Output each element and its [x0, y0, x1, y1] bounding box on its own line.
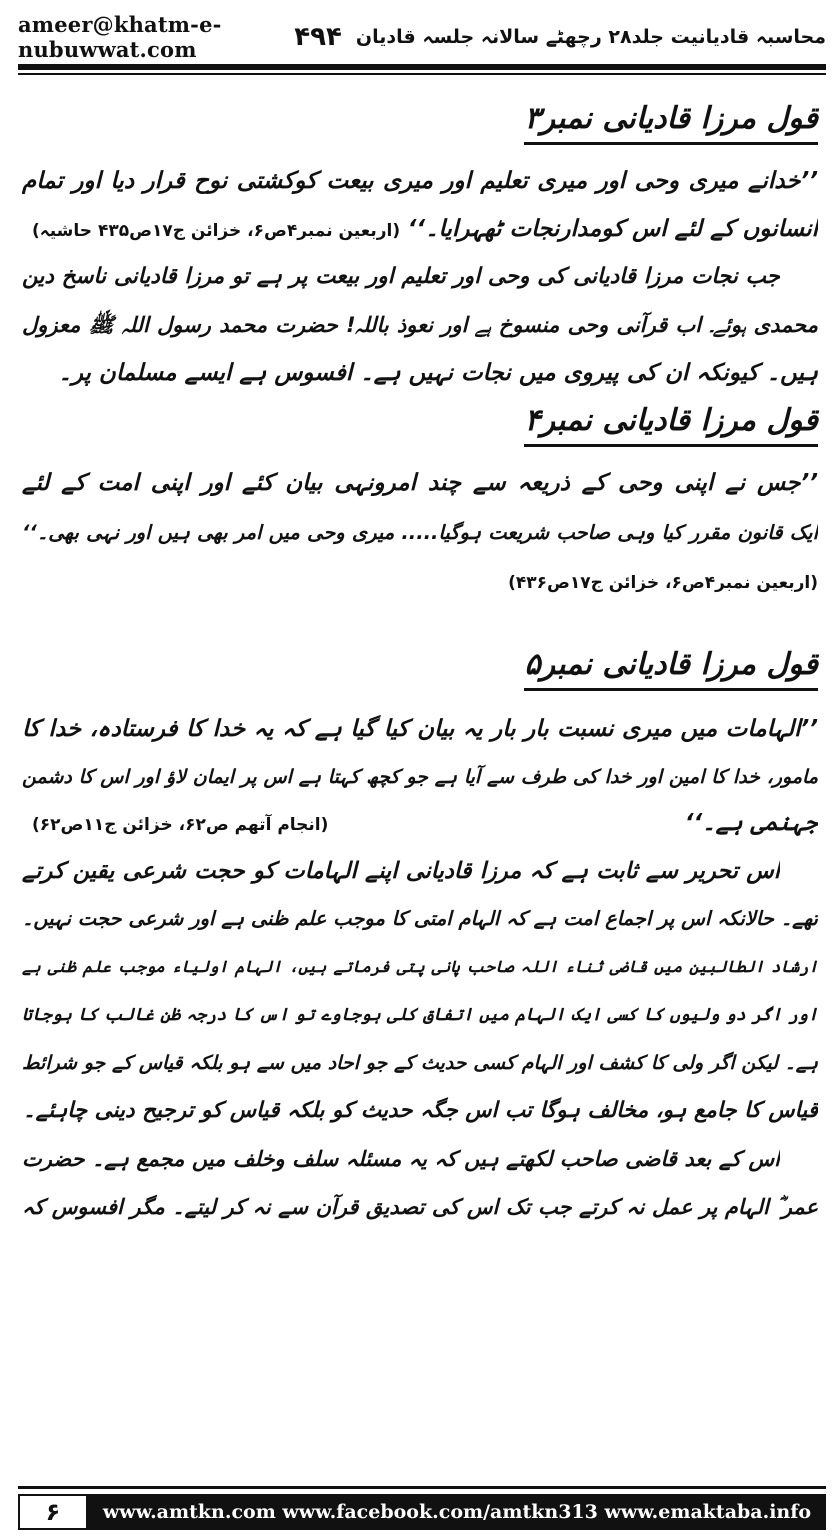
header-page-number: ۴۹۴: [294, 22, 342, 52]
quote-line: مامور، خدا کا امین اور خدا کی طرف سے آیا ہے جو کچھ کہتا ہے اس پر ایمان لاؤ اور اس کا دشمن: [22, 766, 818, 788]
page-header: [18, 12, 826, 62]
quote-line: انسانوں کے لئے اس کومدارنجات ٹھہرایا۔‘‘: [407, 216, 818, 242]
reference-citation: (انجام آتھم ص۶۲، خزائن ج۱۱ص۶۲): [32, 815, 329, 835]
section-heading-4: قول مرزا قادیانی نمبر۴: [524, 400, 818, 447]
quote-line: ’’الہامات میں میری نسبت بار بار یہ بیان کیا گیا ہے کہ یہ خدا کا فرستادہ، خدا کا: [22, 716, 818, 742]
header-rule-thick: [18, 64, 826, 70]
reference-citation: (اربعین نمبر۴ص۶، خزائن ج۱۷ص۴۳۶): [508, 573, 818, 593]
header-rule-thin: [18, 73, 826, 75]
quote-line: ’’خدانے میری وحی اور میری تعلیم اور میری بیعت کوکشتی نوح قرار دیا اور تمام: [22, 168, 818, 194]
header-right: [294, 22, 826, 52]
comment-line: محمدی ہوئے۔ اب قرآنی وحی منسوخ ہے اور نعوذ باللہ! حضرت محمد رسول اللہ ﷺ معزول: [22, 313, 818, 337]
comment-line: جب نجات مرزا قادیانی کی وحی اور تعلیم اور بیعت پر ہے تو مرزا قادیانی ناسخ دین: [22, 264, 780, 289]
comment-line: اس تحریر سے ثابت ہے کہ مرزا قادیانی اپنے الہامات کو حجت شرعی یقین کرتے: [22, 858, 780, 884]
comment-line: عمر ؓ الہام پر عمل نہ کرتے جب تک اس کی تصدیق قرآن سے نہ کر لیتے۔ مگر افسوس کہ: [22, 1195, 818, 1219]
comment-line: ہے۔ لیکن اگر ولی کا کشف اور الہام کسی حدیث کے جو احاد میں سے ہو بلکہ قیاس کے جو شرائط: [22, 1052, 818, 1074]
comment-line: اس کے بعد قاضی صاحب لکھتے ہیں کہ یہ مسئلہ سلف وخلف میں مجمع ہے۔ حضرت: [22, 1147, 780, 1171]
footer-links[interactable]: www.amtkn.com www.facebook.com/amtkn313 www.emaktaba.info: [102, 1501, 812, 1523]
comment-line: اور اگر دو ولیوں کا کسی ایک الہام میں اتفاق کلی ہوجاوے تو اس کا درجہ ظن غالب کا ہوجاتا: [22, 1005, 818, 1025]
quote-line: ’’جس نے اپنی وحی کے ذریعہ سے چند امرونہی بیان کئے اور اپنی امت کے لئے: [22, 470, 818, 496]
quote-line: جہنمی ہے۔‘‘: [684, 810, 818, 836]
section-heading-3: قول مرزا قادیانی نمبر۳: [524, 98, 818, 145]
section-heading-5: قول مرزا قادیانی نمبر۵: [524, 644, 818, 691]
footer-bar: [18, 1494, 826, 1530]
comment-line: تھے۔ حالانکہ اس پر اجماع امت ہے کہ الہام امتی کا موجب علم ظنی ہے اور شرعی حجت نہیں۔: [22, 907, 818, 930]
header-book-title: محاسبہ قادیانیت جلد۲۸ رچھٹے سالانہ جلسہ قادیان: [355, 26, 826, 48]
comment-line: ارشاد الطالبین میں قاضی ثناء اللہ صاحب پانی پتی فرماتے ہیں، الہام اولیاء موجب علم ظنی ہے: [22, 957, 818, 976]
reference-citation: (اربعین نمبر۴ص۶، خزائن ج۱۷ص۴۳۵ حاشیہ): [32, 221, 401, 241]
quote-line: ایک قانون مقرر کیا وہی صاحب شریعت ہوگیا..... میری وحی میں امر بھی ہیں اور نہی بھی۔‘‘: [22, 521, 818, 544]
comment-line: قیاس کا جامع ہو، مخالف ہوگا تب اس جگہ حدیث کو بلکہ قیاس کو ترجیح دینی چاہئے۔: [23, 1098, 818, 1123]
footer-rule: [18, 1486, 826, 1489]
header-email[interactable]: ameer@khatm-e-nubuwwat.com: [18, 12, 222, 62]
comment-line: ہیں۔ کیونکہ ان کی پیروی میں نجات نہیں ہے۔ افسوس ہے ایسے مسلمان پر۔: [58, 360, 818, 386]
footer-page-number: ۶: [18, 1494, 88, 1530]
